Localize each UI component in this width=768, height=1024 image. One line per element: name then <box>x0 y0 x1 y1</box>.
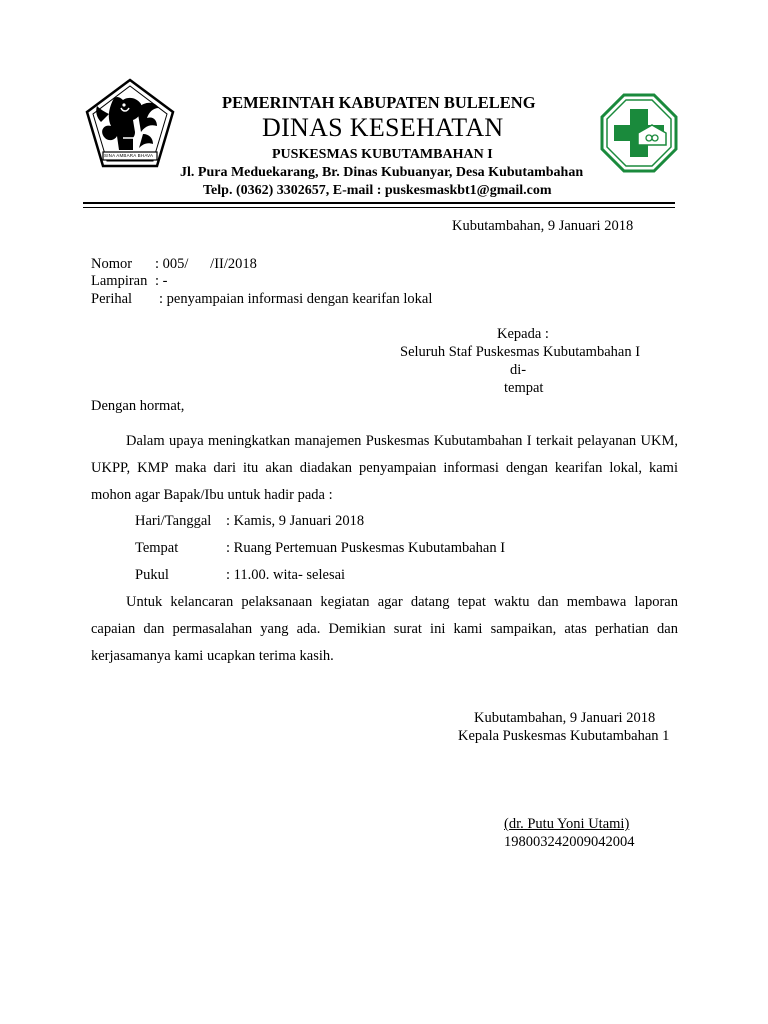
signatory-nip: 198003242009042004 <box>504 834 635 850</box>
unit-name: PUSKESMAS KUBUTAMBAHAN I <box>272 147 493 162</box>
signatory-name: (dr. Putu Yoni Utami) <box>504 816 630 832</box>
detail-value: : Kamis, 9 Januari 2018 <box>226 513 365 529</box>
lampiran-value: : - <box>155 273 168 289</box>
closing-date: Kubutambahan, 9 Januari 2018 <box>474 710 656 726</box>
recipient-place: tempat <box>504 380 544 396</box>
letterhead-rule-thick <box>83 202 675 204</box>
detail-label: Hari/Tanggal <box>135 513 212 529</box>
detail-value: : Ruang Pertemuan Puskesmas Kubutambahan I <box>226 540 506 556</box>
body-paragraph-2 <box>91 589 678 670</box>
contact-line: Telp. (0362) 3302657, E-mail : puskesmaskbt1@gmail.com <box>203 183 552 198</box>
agency-name: DINAS KESEHATAN <box>262 113 504 142</box>
lampiran-label: Lampiran <box>91 273 148 289</box>
detail-label: Tempat <box>135 540 179 556</box>
closing-title: Kepala Puskesmas Kubutambahan 1 <box>458 728 670 744</box>
detail-label: Pukul <box>135 567 169 583</box>
body-paragraph-1 <box>91 428 678 509</box>
perihal-label: Perihal <box>91 291 133 307</box>
body-paragraph-2-text: Untuk kelancaran pelaksanaan kegiatan agar datang tepat waktu dan membawa laporan capaian dan permasalahan yang ada. Demikian surat ini kami sampaikan, atas perhatian dan kerjasamanya kami ucapkan terima kasih. <box>91 594 678 664</box>
letterhead-rule-thin <box>83 207 675 208</box>
puskesmas-logo <box>600 93 678 173</box>
salutation: Dengan hormat, <box>91 398 185 414</box>
recipient-di: di- <box>510 362 527 378</box>
letter-date: Kubutambahan, 9 Januari 2018 <box>452 218 634 234</box>
recipient-name: Seluruh Staf Puskesmas Kubutambahan I <box>400 344 641 360</box>
nomor-value: : 005/ /II/2018 <box>155 256 257 272</box>
perihal-value: : penyampaian informasi dengan kearifan lokal <box>159 291 433 307</box>
government-name: PEMERINTAH KABUPATEN BULELENG <box>222 93 536 112</box>
body-paragraph-1-text: Dalam upaya meningkatkan manajemen Puskesmas Kubutambahan I terkait pelayanan UKM, UKPP, KMP maka dari itu akan diadakan penyampaian informasi dengan kearifan lokal, kami mohon agar Bapak/Ibu untuk hadir pada : <box>91 433 678 503</box>
emblem-motto: SINA AMBARA BHAVA <box>104 153 154 158</box>
detail-value: : 11.00. wita- selesai <box>226 567 346 583</box>
address-line: Jl. Pura Meduekarang, Br. Dinas Kubuanyar, Desa Kubutambahan <box>180 165 584 180</box>
kepada-label: Kepada : <box>497 326 549 342</box>
nomor-label: Nomor <box>91 256 133 272</box>
